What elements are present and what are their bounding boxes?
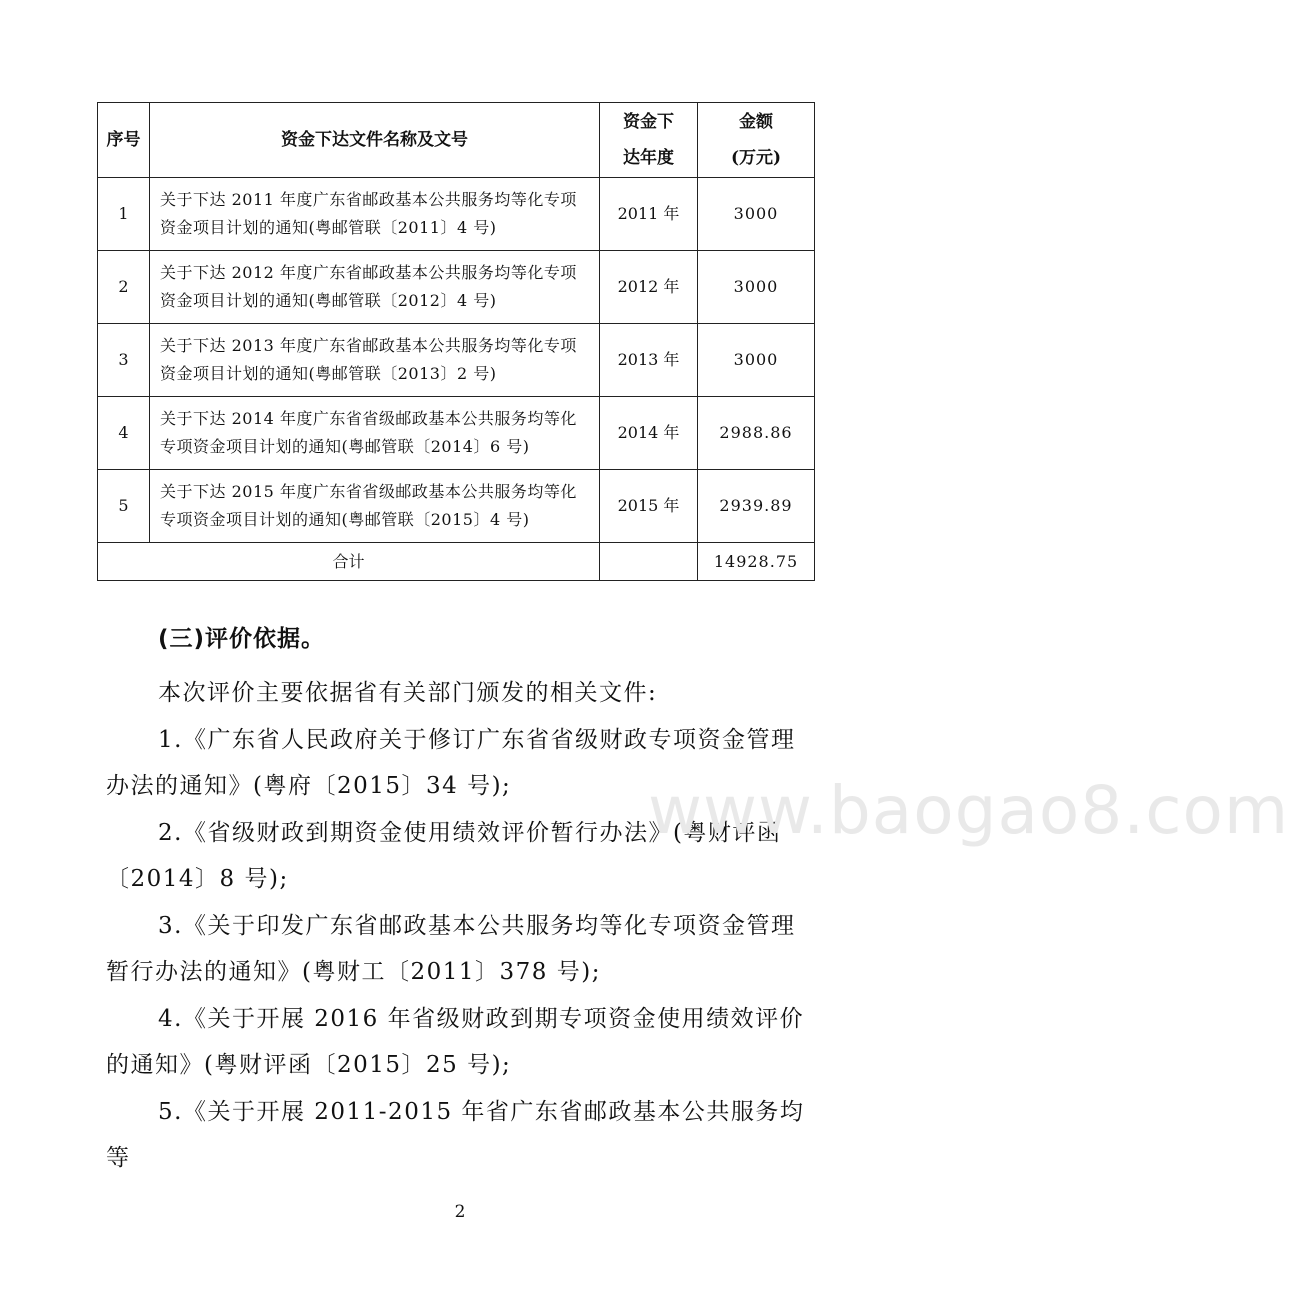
basis-item-5: 5.《关于开展 2011-2015 年省广东省邮政基本公共服务均等 — [106, 1098, 805, 1171]
basis-item-2: 2.《省级财政到期资金使用绩效评价暂行办法》(粤财评函〔2014〕8 号); — [106, 819, 782, 892]
row-amount: 3000 — [698, 251, 815, 324]
header-year: 资金下达年度 — [600, 103, 698, 178]
watermark: www.baogao8.com — [648, 772, 1289, 849]
row-seq: 1 — [98, 178, 150, 251]
table-row — [98, 397, 815, 470]
table-row — [98, 251, 815, 324]
body-text — [106, 670, 806, 1182]
table-total-row — [98, 543, 815, 581]
page-number: 2 — [454, 1202, 466, 1222]
row-amount: 3000 — [698, 178, 815, 251]
basis-item-3: 3.《关于印发广东省邮政基本公共服务均等化专项资金管理暂行办法的通知》(粤财工〔2011〕378 号); — [106, 912, 796, 985]
table-header-row — [98, 103, 815, 178]
row-doc: 关于下达 2012 年度广东省邮政基本公共服务均等化专项资金项目计划的通知(粤邮管联〔2012〕4 号) — [150, 251, 600, 324]
total-year — [600, 543, 698, 581]
row-amount: 2939.89 — [698, 470, 815, 543]
row-doc: 关于下达 2014 年度广东省省级邮政基本公共服务均等化专项资金项目计划的通知(粤邮管联〔2014〕6 号) — [150, 397, 600, 470]
total-amount: 14928.75 — [698, 543, 815, 581]
funding-table — [97, 102, 815, 581]
row-seq: 4 — [98, 397, 150, 470]
total-label: 合计 — [98, 543, 600, 581]
row-doc: 关于下达 2015 年度广东省省级邮政基本公共服务均等化专项资金项目计划的通知(粤邮管联〔2015〕4 号) — [150, 470, 600, 543]
header-amount-line2: (万元) — [730, 148, 782, 168]
row-year: 2015 年 — [600, 470, 698, 543]
row-amount: 2988.86 — [698, 397, 815, 470]
header-amount — [698, 103, 815, 178]
row-seq: 5 — [98, 470, 150, 543]
header-doc: 资金下达文件名称及文号 — [150, 103, 600, 178]
row-seq: 2 — [98, 251, 150, 324]
row-year: 2012 年 — [600, 251, 698, 324]
row-year: 2011 年 — [600, 178, 698, 251]
header-seq: 序号 — [98, 103, 150, 178]
table-row — [98, 178, 815, 251]
section-title: (三)评价依据。 — [158, 626, 326, 652]
row-year: 2014 年 — [600, 397, 698, 470]
basis-item-4: 4.《关于开展 2016 年省级财政到期专项资金使用绩效评价的通知》(粤财评函〔2015〕25 号); — [106, 1005, 805, 1078]
row-doc: 关于下达 2013 年度广东省邮政基本公共服务均等化专项资金项目计划的通知(粤邮管联〔2013〕2 号) — [150, 324, 600, 397]
row-year: 2013 年 — [600, 324, 698, 397]
row-amount: 3000 — [698, 324, 815, 397]
table-row — [98, 324, 815, 397]
row-seq: 3 — [98, 324, 150, 397]
row-doc: 关于下达 2011 年度广东省邮政基本公共服务均等化专项资金项目计划的通知(粤邮管联〔2011〕4 号) — [150, 178, 600, 251]
header-amount-line1: 金额 — [739, 112, 773, 132]
table-row — [98, 470, 815, 543]
basis-item-1: 1.《广东省人民政府关于修订广东省省级财政专项资金管理办法的通知》(粤府〔2015〕34 号); — [106, 726, 796, 799]
section-intro: 本次评价主要依据省有关部门颁发的相关文件: — [158, 680, 658, 706]
